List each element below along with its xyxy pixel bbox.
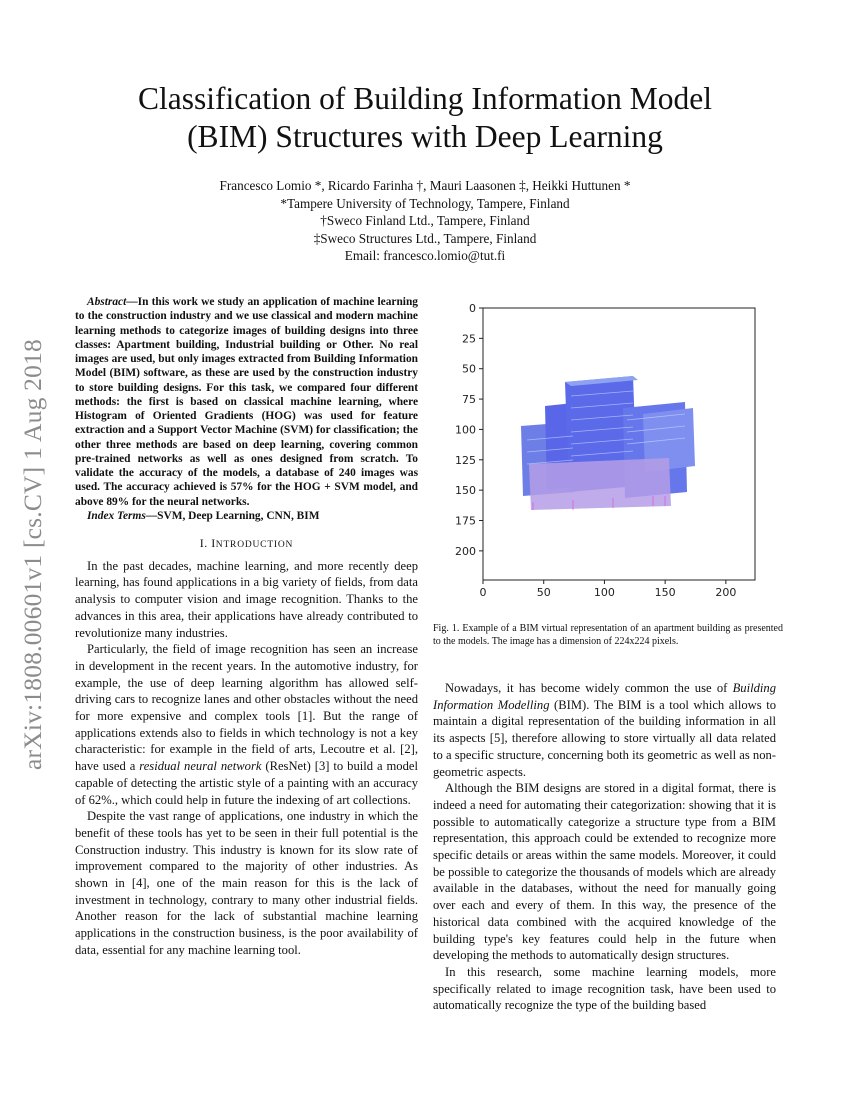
figure-1-plot xyxy=(433,296,783,596)
index-terms-text: —SVM, Deep Learning, CNN, BIM xyxy=(145,509,320,522)
right-column xyxy=(433,680,776,1014)
intro-paragraph-2-italic: residual neural network xyxy=(139,759,262,774)
x-tick-label: 50 xyxy=(536,586,551,596)
affiliation-3: ‡Sweco Structures Ltd., Tampere, Finland xyxy=(313,230,537,246)
right-paragraph-3: In this research, some machine learning models, more specifically related to image recognition task, have been used to automatically recognize the type of the building based xyxy=(433,964,776,1013)
figure-1 xyxy=(433,296,783,596)
title-line-2: (BIM) Structures with Deep Learning xyxy=(187,119,663,154)
section-numeral: I. I xyxy=(199,536,216,550)
y-tick-label: 0 xyxy=(469,302,476,315)
y-tick-label: 25 xyxy=(462,332,476,346)
abstract-lead: Abstract xyxy=(87,296,127,308)
y-tick-label: 150 xyxy=(455,484,476,498)
building-podium xyxy=(529,458,671,510)
y-tick-label: 50 xyxy=(462,362,476,376)
affiliation-1: *Tampere University of Technology, Tampere, Finland xyxy=(280,195,570,211)
index-terms xyxy=(75,509,418,523)
x-tick-label: 200 xyxy=(715,586,737,596)
arxiv-stamp: arXiv:1808.00601v1 [cs.CV] 1 Aug 2018 xyxy=(18,339,47,770)
y-tick-label: 200 xyxy=(455,544,476,558)
abstract-text: —In this work we study an application of machine learning to the construction industry and we use classical and modern machine learning methods to categorize images of building designs into three classes: Apartment building, Industrial building or Other. No real images are used, but only images extracted from Building Information Model (BIM) software, as these are used by the construction industry to store building designs. For this task, we compared four different methods: the first is based on classical machine learning, where Histogram of Oriented Gradients (HOG) was used for feature extraction and a Support Vector Machine (SVM) for classification; the other three methods are based on deep learning, covering common pre-trained networks as well as ones designed from scratch. To validate the accuracy of the models, a database of 240 images was used. The accuracy achieved is 57% for the HOG + SVM model, and above 89% for the neural networks. xyxy=(75,296,418,508)
figure-1-caption: Fig. 1. Example of a BIM virtual representation of an apartment building as presented to the models. The image has a dimension of 224x224 pixels. xyxy=(433,623,783,647)
intro-paragraph-2 xyxy=(75,641,418,808)
author-email: Email: francesco.lomio@tut.fi xyxy=(344,248,506,263)
right-paragraph-1 xyxy=(433,680,776,780)
x-axis-ticks xyxy=(480,580,737,596)
affiliation-2: †Sweco Finland Ltd., Tampere, Finland xyxy=(320,213,530,228)
y-tick-label: 100 xyxy=(455,423,476,437)
left-column xyxy=(75,295,418,959)
intro-paragraph-2-start: Particularly, the field of image recognition has seen an increase in development in the recent years. In the automotive industry, for example, the use of deep learning algorithm has allowed self-driving cars to recognize lanes and other obstacles without the need for more expensive and complex tools [1]. But the range of applications extends also to fields in which technology is not a key characteristic: for example in the field of arts, Lecoutre et al. [2], have used a xyxy=(75,642,418,774)
intro-paragraph-2-end: (ResNet) [3] to build a model capable of detecting the artistic style of a painting with an accuracy of 62%., which could help in future the indexing of art collections. xyxy=(75,759,418,807)
section-heading-introduction xyxy=(75,535,418,554)
index-terms-lead: Index Terms xyxy=(87,509,146,522)
right-paragraph-1-end: (BIM). The BIM is a tool which allows to maintain a digital representation of the building information in all its aspects [5], therefore allowing to store virtually all data related to a specific structure, concerning both its geometric as well as non-geometric aspects. xyxy=(433,697,776,779)
x-tick-label: 150 xyxy=(654,586,676,596)
abstract xyxy=(75,295,418,509)
right-paragraph-2: Although the BIM designs are stored in a digital format, there is indeed a need for automating their categorization: showing that it is possible to automatically categorize a structure type from a BIM representation, this approach could be extended to recognize more specific details or areas within the same models. Moreover, it could be possible to categorize the thousands of models which are already available in the databases, without the need for manually going over each and every of them. In this way, the presence of the historical data combined with the acquired knowledge of the building type's key features could help in the future when developing the methods to automatically design structures. xyxy=(433,781,776,963)
y-tick-label: 125 xyxy=(455,453,476,467)
author-names: Francesco Lomio *, Ricardo Farinha †, Mauri Laasonen ‡, Heikki Huttunen * xyxy=(219,178,631,193)
intro-paragraph-1: In the past decades, machine learning, and more recently deep learning, has found applications in a big variety of fields, from data analysis to computer vision and image recognition. Thanks to the advances in this area, their applications have already contributed to revolutionize many industries. xyxy=(75,558,418,640)
right-paragraph-1-start: Nowadays, it has become widely common the use of xyxy=(445,681,733,695)
title-line-1: Classification of Building Information Model xyxy=(138,81,712,116)
y-tick-label: 175 xyxy=(455,514,476,528)
x-tick-label: 0 xyxy=(479,586,487,596)
y-axis-ticks xyxy=(455,302,483,558)
right-paragraph-1-italic: Building Information Modelling xyxy=(433,681,776,712)
author-block xyxy=(60,177,790,265)
paper-title xyxy=(60,80,790,156)
x-tick-label: 100 xyxy=(593,586,615,596)
section-title: NTRODUCTION xyxy=(215,540,294,550)
intro-paragraph-3: Despite the vast range of applications, one industry in which the benefit of these tools has yet to be seen in their full potential is the Construction industry. This industry is known for its slow rate of improvement compared to the majority of other industries. As shown in [4], one of the main reason for this is the lack of investment in technology, contrary to many other industrial fields. Another reason for the lack of substantial machine learning applications in the construction business, is the poor availability of data, essential for any machine learning tool. xyxy=(75,809,418,957)
y-tick-label: 75 xyxy=(462,393,476,407)
